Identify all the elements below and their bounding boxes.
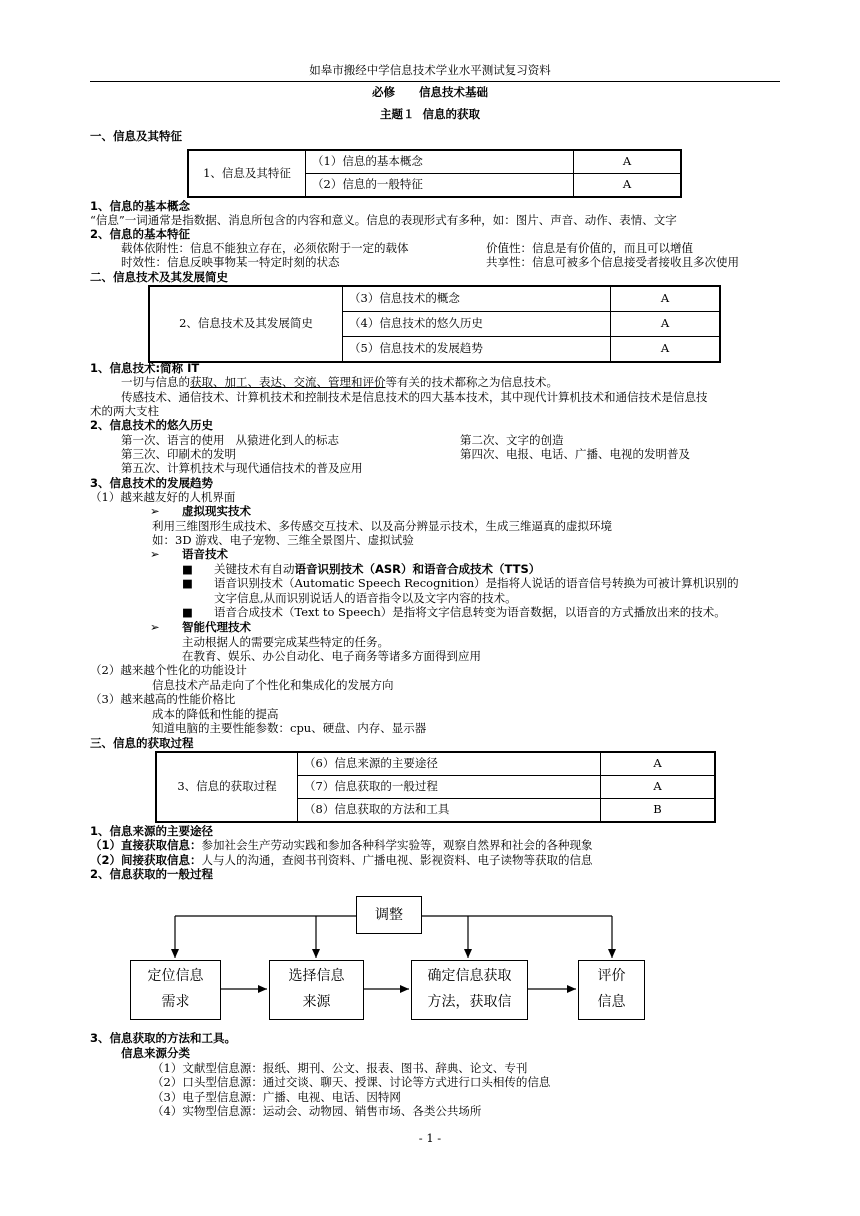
- section-2-heading: 二、信息技术及其发展简史: [90, 270, 228, 284]
- table-item: （5）信息技术的发展趋势: [343, 337, 611, 363]
- bullet-title: 智能代理技术: [182, 620, 251, 634]
- bullet-heading: [150, 505, 251, 519]
- bold-text: （1）直接获取信息：: [90, 838, 202, 852]
- underlined-text: 获取、加工、表达、交流、管理和评价: [190, 375, 386, 389]
- arrow-bullet-icon: ➢: [150, 504, 160, 518]
- trend-item: （2）越来越个性化的功能设计: [90, 663, 247, 677]
- feature-text: 载体依附性：信息不能独立存在，必须依附于一定的载体: [121, 241, 409, 255]
- flow-box-acquire: [411, 960, 528, 1020]
- paragraph: 如：3D 游戏、电子宠物、三维全景图片、虚拟试验: [152, 533, 414, 547]
- table-item: （4）信息技术的悠久历史: [343, 312, 611, 337]
- paragraph: “信息”一词通常是指数据、消息所包含的内容和意义。信息的表现形式有多种，如：图片、声音、动作、表情、文字: [90, 213, 677, 227]
- text-run: 语音合成技术（Text to Speech）是指将文字信息转变为语音数据，以语音的方式播放出来的技术。: [214, 605, 726, 619]
- subheading: 信息来源分类: [121, 1046, 190, 1060]
- subheading: 2、信息技术的悠久历史: [90, 418, 214, 432]
- flow-box-evaluate: [578, 960, 645, 1020]
- table-level: A: [601, 752, 716, 776]
- table-level: B: [601, 799, 716, 823]
- history-item: 第一次、语言的使用 从猿进化到人的标志: [121, 433, 339, 447]
- feature-text: 时效性：信息反映事物某一特定时刻的状态: [121, 255, 340, 269]
- page-header: 如皋市搬经中学信息技术学业水平测试复习资料: [309, 63, 551, 77]
- bullet-heading: [150, 621, 251, 635]
- square-bullet-item: [182, 577, 739, 591]
- category-item: （4）实物型信息源：运动会、动物园、销售市场、各类公共场所: [152, 1104, 482, 1118]
- section-1-table: [187, 149, 682, 198]
- flow-box-label: 方法，获取信: [427, 994, 512, 1010]
- table-left-cell: 3、信息的获取过程: [156, 752, 298, 822]
- trend-item: （1）越来越友好的人机界面: [90, 490, 236, 504]
- flow-box-label: 信息: [597, 994, 626, 1010]
- square-bullet-icon: ■: [182, 605, 193, 619]
- table-level: A: [611, 286, 721, 312]
- square-bullet-item: [182, 563, 540, 577]
- square-bullet-icon: ■: [182, 576, 193, 590]
- page-number: - 1 -: [418, 1131, 442, 1145]
- flow-box-adjust: [356, 896, 422, 934]
- subheading: 3、信息技术的发展趋势: [90, 476, 214, 490]
- table-item: （3）信息技术的概念: [343, 286, 611, 312]
- table-level: A: [611, 312, 721, 337]
- section-1-heading: 一、信息及其特征: [90, 129, 182, 143]
- subheading: 1、信息技术:简称 IT: [90, 361, 200, 375]
- paragraph: 传感技术、通信技术、计算机技术和控制技术是信息技术的四大基本技术，其中现代计算机技术和通信技术是信息技: [121, 390, 708, 404]
- table-item: （7）信息获取的一般过程: [298, 776, 601, 799]
- flow-box-label: 定位信息: [147, 968, 204, 984]
- section-3-table: [155, 751, 716, 823]
- history-item: 第三次、印刷术的发明: [121, 447, 236, 461]
- source-item: [90, 854, 593, 868]
- flow-box-label: 调整: [375, 907, 403, 923]
- table-level: A: [611, 337, 721, 363]
- text-run: 语音识别技术（Automatic Speech Recognition）是指将人说话的语音信号转换为可被计算机识别的: [214, 576, 739, 590]
- trend-item: （3）越来越高的性能价格比: [90, 692, 236, 706]
- paragraph: 利用三维图形生成技术、多传感交互技术、以及高分辨显示技术，生成三维逼真的虚拟环境: [152, 519, 612, 533]
- text-run: 人与人的沟通，查阅书刊资料、广播电视、影视资料、电子读物等获取的信息: [201, 853, 593, 867]
- paragraph: [121, 376, 558, 390]
- bullet-title: 语音技术: [182, 547, 228, 561]
- table-item: （6）信息来源的主要途径: [298, 752, 601, 776]
- square-bullet-item: [182, 606, 726, 620]
- table-item: （8）信息获取的方法和工具: [298, 799, 601, 823]
- module-title: 必修 信息技术基础: [371, 85, 489, 99]
- subheading: 1、信息的基本概念: [90, 199, 191, 213]
- flow-box-label: 评价: [597, 968, 626, 984]
- paragraph: 成本的降低和性能的提高: [152, 707, 279, 721]
- flow-box-label: 确定信息获取: [427, 968, 512, 984]
- arrow-bullet-icon: ➢: [150, 547, 160, 561]
- paragraph: 主动根据人的需要完成某些特定的任务。: [182, 635, 389, 649]
- paragraph: 文字信息,从而识别说话人的语音指令以及文字内容的技术。: [214, 591, 517, 605]
- table-item: （2）信息的一般特征: [306, 174, 574, 198]
- square-bullet-icon: ■: [182, 562, 193, 576]
- topic-title: 主题１ 信息的获取: [379, 107, 480, 121]
- text-run: 一切与信息的: [121, 375, 190, 389]
- history-item: 第四次、电报、电话、广播、电视的发明普及: [460, 447, 690, 461]
- subheading: 3、信息获取的方法和工具。: [90, 1031, 237, 1045]
- subheading: 2、信息的基本特征: [90, 227, 191, 241]
- table-level: A: [574, 150, 682, 174]
- section-2-table: [148, 285, 721, 363]
- header-rule: [90, 81, 780, 82]
- flow-box-label: 来源: [302, 994, 331, 1010]
- flow-box-select-source: [269, 960, 364, 1020]
- category-item: （2）口头型信息源：通过交谈、聊天、授课、讨论等方式进行口头相传的信息: [152, 1075, 551, 1089]
- category-item: （1）文献型信息源：报纸、期刊、公文、报表、图书、辞典、论文、专刊: [152, 1061, 528, 1075]
- bold-text: （2）间接获取信息：: [90, 853, 202, 867]
- history-item: 第二次、文字的创造: [460, 433, 564, 447]
- table-item: （1）信息的基本概念: [306, 150, 574, 174]
- section-3-heading: 三、信息的获取过程: [90, 736, 194, 750]
- source-item: [90, 839, 593, 853]
- flow-box-label: 选择信息: [288, 968, 345, 984]
- paragraph: 信息技术产品走向了个性化和集成化的发展方向: [152, 678, 394, 692]
- subheading: 2、信息获取的一般过程: [90, 867, 214, 881]
- table-left-cell: 1、信息及其特征: [188, 150, 306, 197]
- table-left-cell: 2、信息技术及其发展简史: [149, 286, 343, 362]
- history-item: 第五次、计算机技术与现代通信技术的普及应用: [121, 461, 363, 475]
- bullet-title: 虚拟现实技术: [182, 504, 251, 518]
- feature-text: 共享性：信息可被多个信息接受者接收且多次使用: [486, 255, 739, 269]
- flow-box-label: 需求: [161, 994, 190, 1010]
- paragraph: 在教育、娱乐、办公自动化、电子商务等诸多方面得到应用: [182, 649, 481, 663]
- subheading: 1、信息来源的主要途径: [90, 824, 214, 838]
- paragraph: 知道电脑的主要性能参数：cpu、硬盘、内存、显示器: [152, 721, 427, 735]
- text-run: 等有关的技术都称之为信息技术。: [385, 375, 558, 389]
- table-level: A: [574, 174, 682, 198]
- bullet-heading: [150, 548, 228, 562]
- feature-text: 价值性：信息是有价值的，而且可以增值: [486, 241, 693, 255]
- arrow-bullet-icon: ➢: [150, 620, 160, 634]
- bold-text: 语音识别技术（ASR）和语音合成技术（TTS）: [294, 562, 541, 576]
- category-item: （3）电子型信息源：广播、电视、电话、因特网: [152, 1090, 401, 1104]
- flow-box-locate-need: [130, 960, 221, 1020]
- table-level: A: [601, 776, 716, 799]
- text-run: 关键技术有自动: [214, 562, 295, 576]
- paragraph: 术的两大支柱: [90, 404, 159, 418]
- text-run: 参加社会生产劳动实践和参加各种科学实验等，观察自然界和社会的各种现象: [201, 838, 593, 852]
